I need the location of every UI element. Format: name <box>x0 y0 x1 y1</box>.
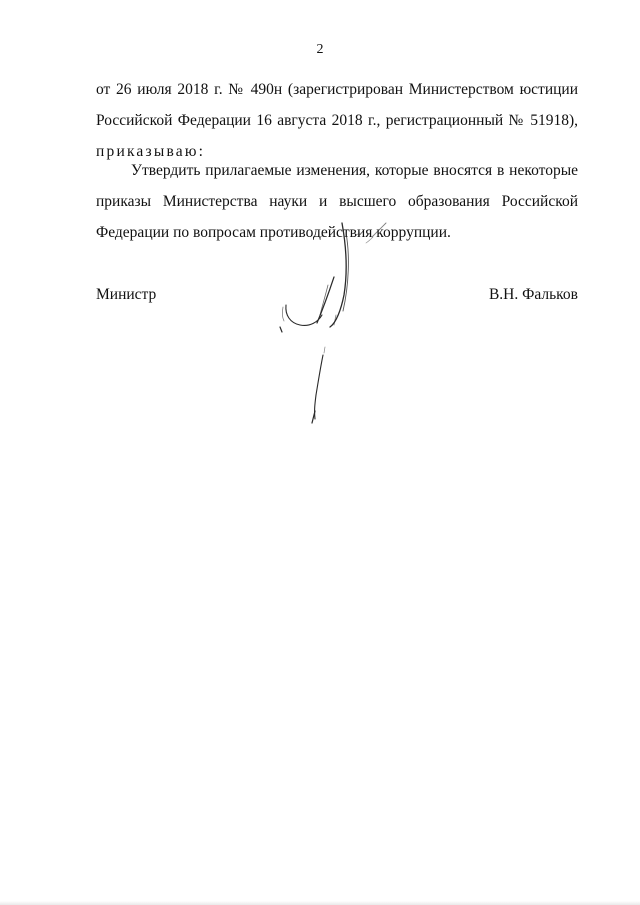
paragraph-1-line-3: приказываю: <box>96 143 206 160</box>
paragraph-1-line-2: Российской Федерации 16 августа 2018 г., регистрационный № 51918), <box>96 112 578 129</box>
handwritten-signature <box>270 215 400 430</box>
scan-edge <box>0 901 640 905</box>
paragraph-1-line-1: от 26 июля 2018 г. № 490н (зарегистрирован Министерством юстиции <box>96 81 578 98</box>
signer-position: Министр <box>96 286 157 303</box>
paragraph-2-line-3: Федерации по вопросам противодействия коррупции. <box>96 224 451 241</box>
signer-name: В.Н. Фальков <box>488 286 578 303</box>
paragraph-2-line-1: Утвердить прилагаемые изменения, которые вносятся в некоторые <box>131 162 578 179</box>
paragraph-2-line-2: приказы Министерства науки и высшего образования Российской <box>96 193 578 210</box>
paragraph-1 <box>96 74 578 167</box>
page-number: 2 <box>316 42 324 57</box>
